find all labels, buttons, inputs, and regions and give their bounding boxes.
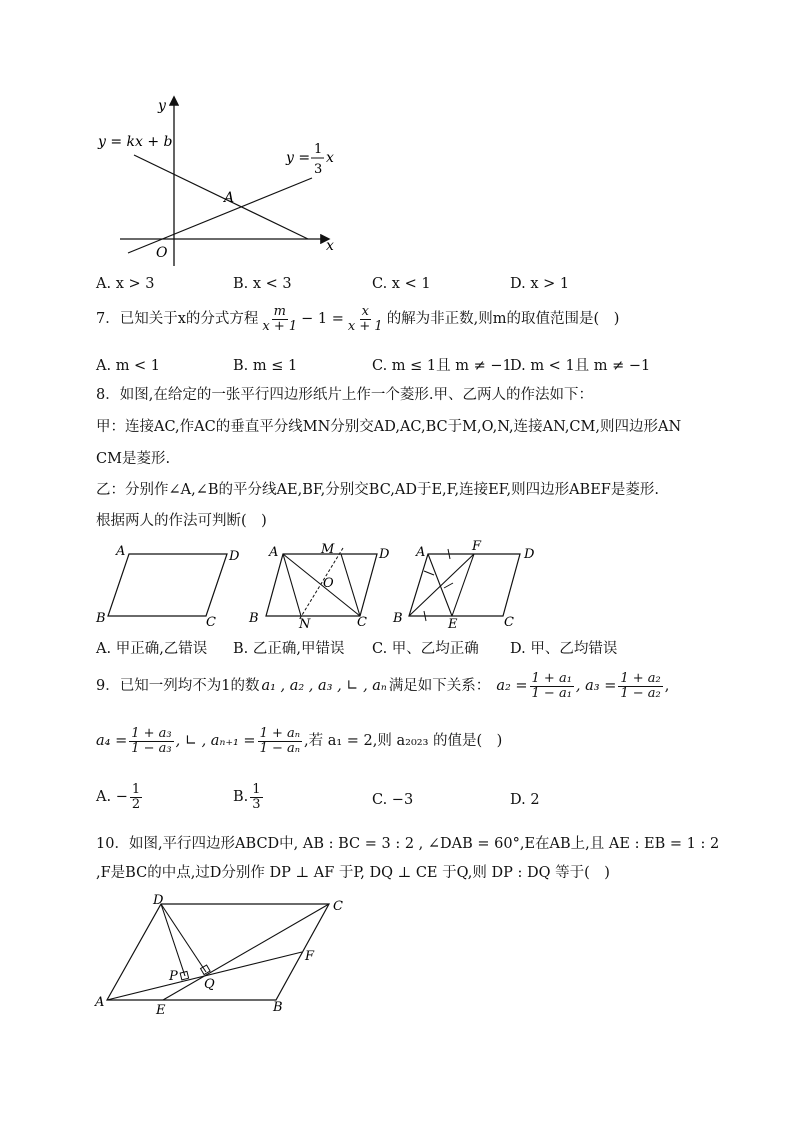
line2-lhs: y = — [286, 150, 311, 166]
q10-label-c: C — [333, 899, 343, 914]
f1-label-b: B — [96, 611, 106, 626]
tick-3 — [444, 583, 453, 588]
q9-a2-fraction — [530, 672, 574, 702]
diagonal-ac — [283, 554, 360, 616]
q6-option-b: B. x < 3 — [233, 276, 292, 292]
q9-option-b-prefix: B. — [233, 789, 249, 806]
parallelogram-abcd-q10 — [107, 904, 329, 1000]
q6-option-d: D. x > 1 — [510, 276, 570, 292]
q9-option-a-prefix: A. − — [96, 789, 128, 806]
q7-fraction-2 — [346, 305, 385, 335]
line-one-third-x — [128, 178, 312, 253]
q9-stem-b: 满足如下关系： — [388, 678, 491, 695]
q10-label-e: E — [156, 1003, 166, 1018]
f1-label-d: D — [229, 549, 240, 564]
q8-line4: 乙：分别作∠A,∠B的平分线AE,BF,分别交BC,AD于E,F,连接EF,则四边形ABEF是菱形. — [96, 482, 659, 498]
q9-seq: a₁ , a₂ , a₃ , ∟ , aₙ — [261, 678, 387, 695]
q7-mid: − 1 = — [301, 311, 344, 328]
q9-stem-a: 9．已知一列均不为1的数 — [96, 678, 260, 695]
q8-option-a: A. 甲正确,乙错误 — [96, 641, 208, 657]
q9-option-b-fraction — [250, 783, 262, 813]
q6-option-c: C. x < 1 — [372, 276, 431, 292]
segment-cm — [341, 554, 360, 616]
q9-option-a-fraction — [130, 783, 142, 813]
q9-a2-den: 1 − a₁ — [531, 686, 572, 702]
f2-label-c: C — [357, 615, 367, 630]
q9-option-d: D. 2 — [510, 792, 540, 808]
q6-graph — [90, 92, 350, 272]
q10-label-d: D — [153, 893, 164, 908]
q9-line2 — [96, 727, 502, 757]
q10-line1: 10．如图,平行四边形ABCD中, AB : BC = 3 : 2 , ∠DAB = 60°,E在AB上,且 AE : EB = 1 : 2 — [96, 836, 720, 852]
y-axis-label: y — [158, 98, 166, 114]
q8-figure-1 — [92, 542, 252, 630]
f2-label-n: N — [299, 617, 311, 632]
f3-label-d: D — [524, 547, 535, 562]
q7-stem-b: 的解为非正数,则m的取值范围是( ) — [386, 311, 620, 328]
f3-label-c: C — [504, 615, 514, 630]
q8-figure-3 — [388, 540, 548, 632]
q8-figure-2 — [245, 540, 405, 632]
line2-den: 3 — [314, 162, 323, 177]
q7-frac2-num: x — [361, 304, 369, 319]
q9-an-num: 1 + aₙ — [259, 726, 301, 741]
q9-a3-lhs: , a₃ = — [575, 678, 617, 695]
f1-label-c: C — [206, 615, 216, 630]
f3-label-f: F — [472, 540, 482, 554]
f2-label-m: M — [321, 542, 335, 557]
q10-label-a: A — [95, 995, 105, 1010]
f3-label-e: E — [448, 617, 458, 632]
q10-label-p: P — [169, 969, 178, 984]
q10-line2: ,F是BC的中点,过D分别作 DP ⊥ AF 于P, DQ ⊥ CE 于Q,则 DP : DQ 等于( ) — [96, 865, 610, 881]
parallelogram-abcd — [108, 554, 227, 616]
q9-a4-num: 1 + a₃ — [131, 726, 172, 741]
q9-an-lhs: , ∟ , aₙ₊₁ = — [175, 733, 256, 750]
q9-a4-den: 1 − a₃ — [131, 741, 172, 757]
q7-fraction-1 — [260, 305, 299, 335]
line-kx-b — [134, 155, 308, 239]
f3-label-a: A — [416, 545, 426, 560]
f1-label-a: A — [116, 544, 126, 559]
segment-an — [283, 554, 301, 616]
q8-line2: 甲：连接AC,作AC的垂直平分线MN分别交AD,AC,BC于M,O,N,连接AN,CM,则四边形AN — [96, 419, 682, 435]
q7-stem — [96, 305, 619, 335]
origin-label: O — [156, 245, 168, 261]
q10-label-q: Q — [204, 977, 215, 992]
line2-num: 1 — [314, 142, 323, 157]
q8-line5: 根据两人的作法可判断( ) — [96, 513, 267, 529]
perpendicular-mn — [299, 548, 343, 620]
segment-ef — [452, 554, 474, 616]
q8-line1: 8．如图,在给定的一张平行四边形纸片上作一个菱形.甲、乙两人的作法如下： — [96, 387, 593, 403]
q9-an-fraction — [258, 727, 302, 757]
q9-option-a-den: 2 — [131, 797, 141, 813]
q7-stem-a: 7．已知关于x的分式方程 — [96, 311, 259, 328]
f2-label-d: D — [379, 547, 390, 562]
q7-option-c: C. m ≤ 1且 m ≠ −1 — [372, 358, 512, 374]
q7-frac2-den: x + 1 — [347, 319, 383, 335]
f2-label-b: B — [249, 611, 259, 626]
q9-a3-den: 1 − a₂ — [620, 686, 661, 702]
line1-label: y = kx + b — [98, 134, 173, 150]
q9-a4-fraction — [129, 727, 173, 757]
f3-label-b: B — [393, 611, 403, 626]
q9-stem-c: ,若 a₁ = 2,则 a₂₀₂₃ 的值是( ) — [304, 733, 503, 750]
q9-a4-lhs: a₄ = — [96, 733, 128, 750]
q10-label-b: B — [273, 1000, 283, 1015]
segment-dp — [161, 904, 185, 976]
q9-a3-tail: , — [664, 678, 670, 695]
point-a-label: A — [224, 190, 235, 206]
f2-label-o: O — [323, 576, 334, 591]
q9-option-b — [233, 783, 265, 813]
q9-a3-fraction — [618, 672, 662, 702]
q9-option-b-den: 3 — [252, 797, 261, 813]
q9-option-a-num: 1 — [131, 782, 141, 797]
x-axis-label: x — [326, 238, 334, 254]
q7-frac1-den: x + 1 — [262, 319, 298, 335]
q8-line3: CM是菱形. — [96, 451, 171, 467]
q7-option-b: B. m ≤ 1 — [233, 358, 298, 374]
q8-option-d: D. 甲、乙均错误 — [510, 641, 618, 657]
q9-option-a — [96, 783, 144, 813]
q6-option-a: A. x > 3 — [96, 276, 155, 292]
q9-an-den: 1 − aₙ — [259, 741, 301, 757]
line2-var: x — [326, 150, 334, 166]
q8-option-c: C. 甲、乙均正确 — [372, 641, 479, 657]
tick-2 — [424, 571, 434, 575]
q9-line1 — [96, 672, 669, 702]
segment-dq — [161, 904, 206, 972]
q7-option-d: D. m < 1且 m ≠ −1 — [510, 358, 651, 374]
q9-a2-num: 1 + a₁ — [531, 671, 572, 686]
q8-option-b: B. 乙正确,甲错误 — [233, 641, 345, 657]
q7-frac1-num: m — [273, 304, 286, 319]
f2-label-a: A — [269, 545, 279, 560]
q9-a3-num: 1 + a₂ — [620, 671, 661, 686]
q10-figure — [90, 892, 350, 1022]
q9-a2-lhs: a₂ = — [496, 678, 528, 695]
q9-option-b-num: 1 — [252, 782, 261, 797]
q10-label-f: F — [305, 949, 315, 964]
q7-option-a: A. m < 1 — [96, 358, 161, 374]
q9-option-c: C. −3 — [372, 792, 414, 808]
